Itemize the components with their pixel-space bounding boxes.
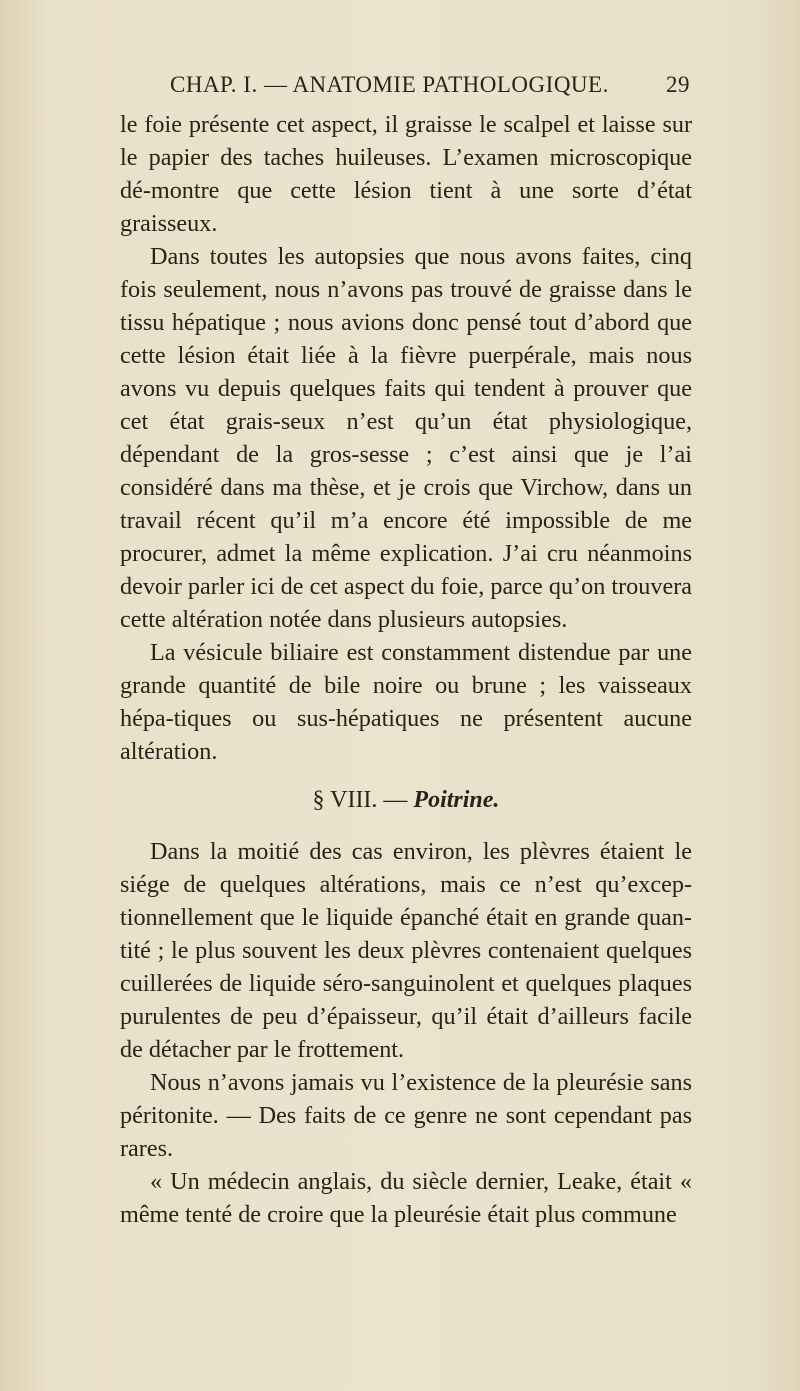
paragraph: Nous n’avons jamais vu l’existence de la pleurésie sans péritonite. — Des faits de ce genre ne sont cependant pas rares. — [120, 1069, 692, 1162]
paragraph: « Un médecin anglais, du siècle dernier, Leake, était « même tenté de croire que la pleurésie était plus commune — [120, 1168, 692, 1228]
paragraph: La vésicule biliaire est constamment distendue par une grande quantité de bile noire ou brune ; les vaisseaux hépa-tiques ou sus-hépatiques ne présentent aucune altération. — [120, 639, 692, 765]
running-header — [170, 72, 690, 106]
section-heading — [120, 784, 692, 817]
section-title: Poitrine. — [413, 787, 500, 813]
page-body — [120, 108, 692, 1231]
section-number: § VIII. — — [312, 787, 408, 813]
paragraph: le foie présente cet aspect, il graisse le scalpel et laisse sur le papier des taches huileuses. L’examen microscopique dé-montre que cette lésion tient à une sorte d’état graisseux. — [120, 111, 692, 237]
chapter-title: CHAP. I. — ANATOMIE PATHOLOGIQUE. — [170, 72, 609, 97]
paragraph: Dans la moitié des cas environ, les plèvres étaient le siége de quelques altérations, mais ce n’est qu’excep-tionnellement que le liquide épanché était en grande quan-tité ; le plus souvent les deux plèvres contenaient quelques cuillerées de liquide séro-sanguinolent et quelques plaques purulentes de peu d’épaisseur, qu’il était d’ailleurs facile de détacher par le frottement. — [120, 838, 692, 1063]
page-number: 29 — [666, 72, 690, 97]
paragraph: Dans toutes les autopsies que nous avons faites, cinq fois seulement, nous n’avons pas trouvé de graisse dans le tissu hépatique ; nous avions donc pensé tout d’abord que cette lésion était liée à la fièvre puerpérale, mais nous avons vu depuis quelques faits qui tendent à prouver que cet état grais-seux n’est qu’un état physiologique, dépendant de la gros-sesse ; c’est ainsi que je l’ai considéré dans ma thèse, et je crois que Virchow, dans un travail récent qu’il m’a encore été impossible de me procurer, admet la même explication. J’ai cru néanmoins devoir parler ici de cet aspect du foie, parce qu’on trouvera cette altération notée dans plusieurs autopsies. — [120, 243, 692, 633]
